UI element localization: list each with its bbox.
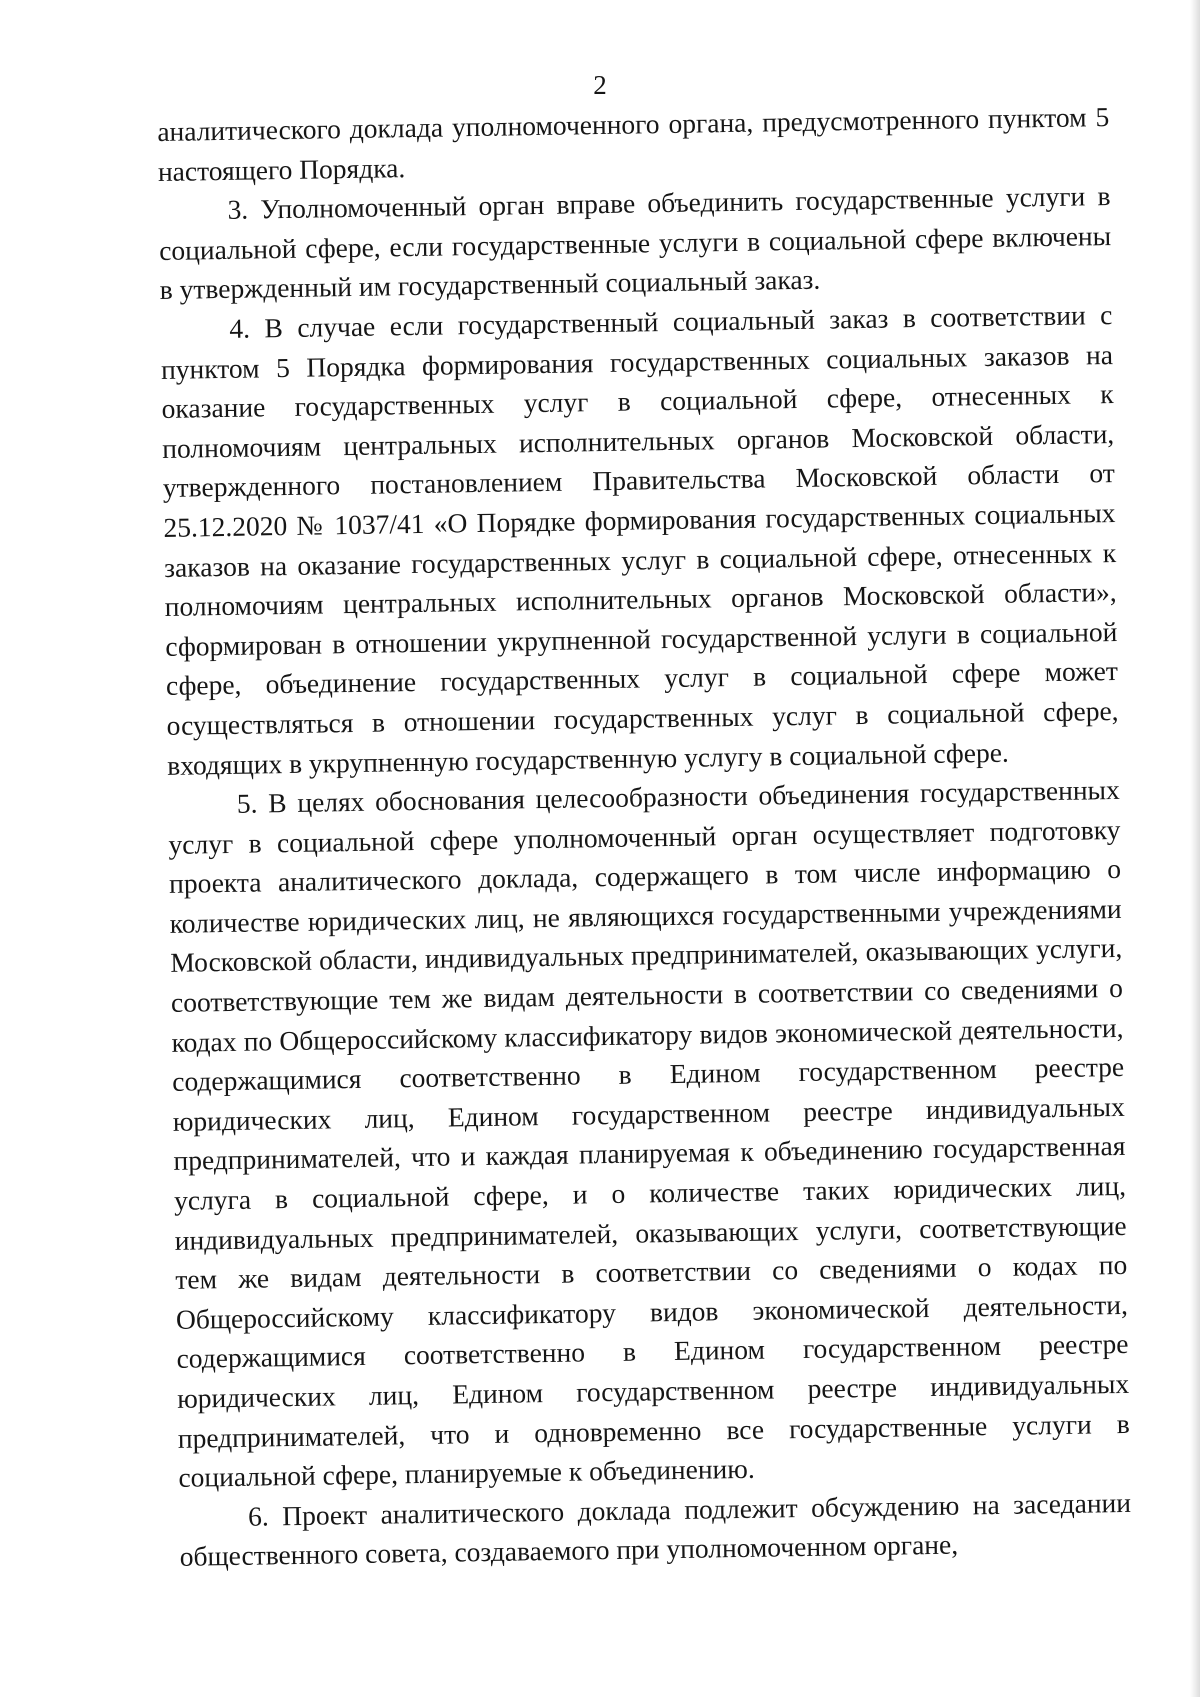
paragraph-5: 5. В целях обоснования целесообразности объединения государственных услуг в социальной сфере уполномоченный орган осуществляет подготовку проекта аналитического доклада, содержащего в том числе информацию о количестве юридических лиц, не являющихся государственными учреждениями Московской области, индивидуальных предпринимателей, оказывающих услуги, соответствующие тем же видам деятельности в соответствии со сведениями о кодах по Общероссийскому классификатору видов экономической деятельности, содержащимися соответственно в Едином государственном реестре юридических лиц, Едином государственном реестре индивидуальных предпринимателей, что и каждая планируемая к объединению государственная услуга в социальной сфере, и о количестве таких юридических лиц, индивидуальных предпринимателей, оказывающих услуги, соответствующие тем же видам деятельности в соответствии со сведениями о кодах по Общероссийскому классификатору видов экономической деятельности, содержащимися соответственно в Едином государственном реестре юридических лиц, Едином государственном реестре индивидуальных предпринимателей, что и одновременно все государственные услуги в социальной сфере, планируемые к объединению. [168,774,1130,1494]
paragraph-3: 3. Уполномоченный орган вправе объединить государственные услуги в социальной сфере, если государственные услуги в социальной сфере включены в утвержденный им государственный социальный заказ. [158,180,1112,306]
scan-edge-shadow [1190,0,1200,1697]
paragraph-6: 6. Проект аналитического доклада подлежит обсуждению на заседании общественного совета, создаваемого при уполномоченном органе, [179,1486,1132,1573]
paragraph-continuation: аналитического доклада уполномоченного органа, предусмотренного пунктом 5 настоящего Порядка. [157,101,1110,187]
document-body [157,97,1132,1577]
page-number: 2 [593,70,607,100]
paragraph-4: 4. В случае если государственный социальный заказ в соответствии с пунктом 5 Порядка формирования государственных социальных заказов на оказание государственных услуг в социальной сфере, отнесенных к полномочиям центральных исполнительных органов Московской области, утвержденного постановлением Правительства Московской области от 25.12.2020 № 1037/41 «О Порядке формирования государственных социальных заказов на оказание государственных услуг в социальной сфере, отнесенных к полномочиям центральных исполнительных органов Московской области», сформирован в отношении укрупненной государственной услуги в социальной сфере, объединение государственных услуг в социальной сфере может осуществляться в отношении государственных услуг в социальной сфере, входящих в укрупненную государственную услугу в социальной сфере. [160,298,1119,781]
